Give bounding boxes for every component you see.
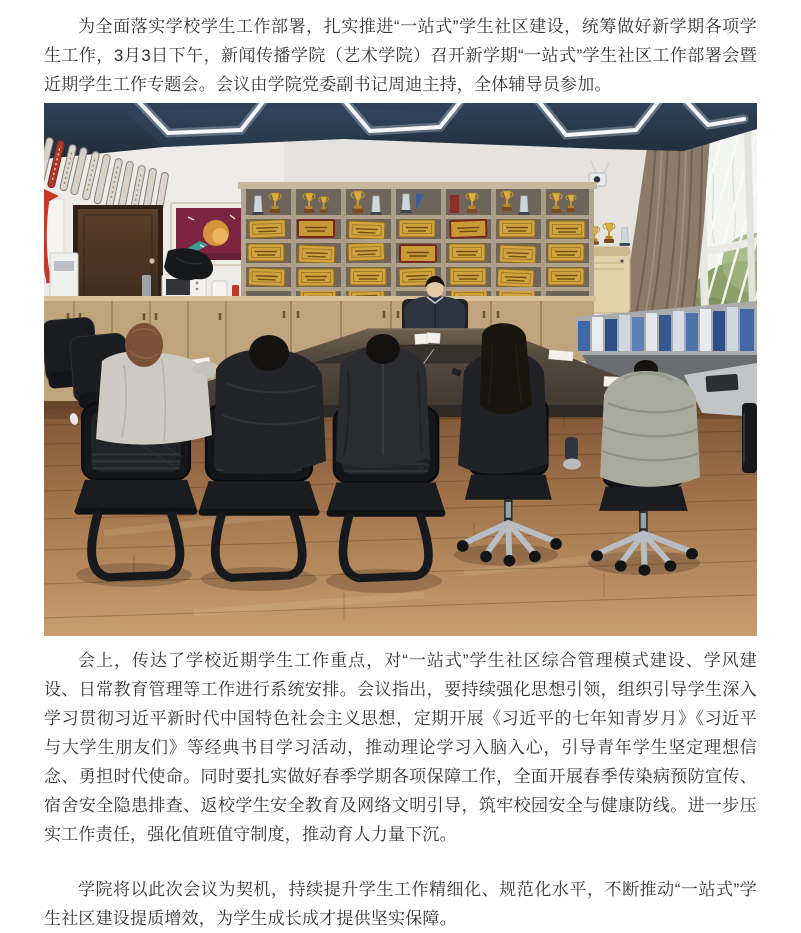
meeting-photo	[44, 103, 757, 636]
paragraph: 学院将以此次会议为契机，持续提升学生工作精细化、规范化水平，不断推动“一站式”学生社区建设提质增效，为学生成长成才提供坚实保障。	[44, 880, 757, 928]
paragraph: 为全面落实学校学生工作部署，扎实推进“一站式”学生社区建设，统筹做好新学期各项学生工作，3月3日下午，新闻传播学院（艺术学院）召开新学期“一站式”学生社区工作部署会暨近期学生工作专题会。会议由学院党委副书记周迪主持，全体辅导员参加。	[44, 17, 757, 94]
paragraph: 会上，传达了学校近期学生工作重点，对“一站式”学生社区综合管理模式建设、学风建设、日常教育管理等工作进行系统安排。会议指出，要持续强化思想引领，组织引导学生深入学习贯彻习近平新时代中国特色社会主义思想，定期开展《习近平的七年知青岁月》《习近平与大学生朋友们》等经典书目学习活动，推动理论学习入脑入心，引导青年学生坚定理想信念、勇担时代使命。同时要扎实做好春季学期各项保障工作，全面开展春季传染病预防宣传、宿舍安全隐患排查、返校学生安全教育及网络文明引导，筑牢校园安全与健康防线。进一步压实工作责任，强化值班值守制度，推动育人力量下沉。	[44, 651, 757, 844]
door-handle	[149, 258, 154, 263]
meeting-room-photo-illustration	[44, 103, 757, 636]
